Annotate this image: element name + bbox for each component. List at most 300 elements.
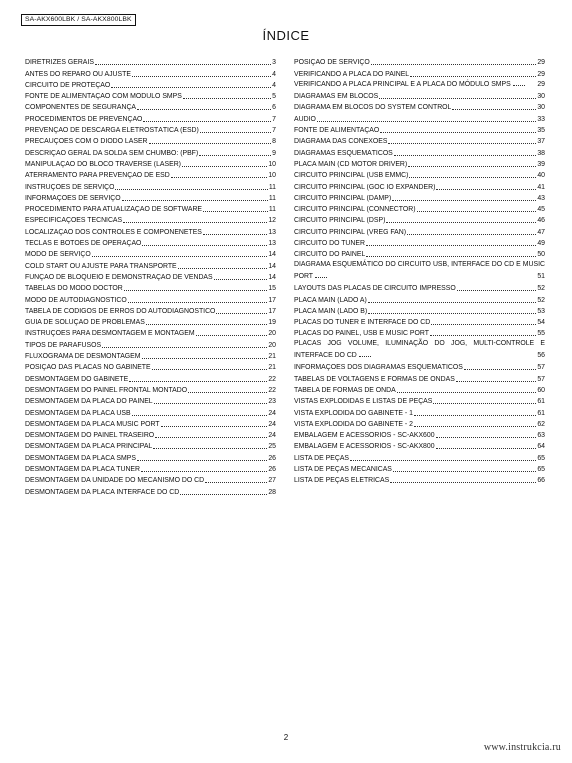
toc-entry-page: 20 (268, 341, 276, 349)
toc-entry-label: TIPOS DE PARAFUSOS (25, 341, 102, 349)
toc-leader-dots (456, 381, 537, 382)
toc-entry-page: 19 (268, 319, 276, 327)
toc-entry-label: CIRCUITO PRINCIPAL (VREG FAN) (294, 228, 407, 236)
toc-entry (294, 316, 545, 327)
toc-entry-page: 10 (268, 160, 276, 168)
toc-leader-dots (196, 335, 268, 336)
toc-leader-dots (430, 335, 536, 336)
toc-entry-label: LISTA DE PEÇAS MECÂNICAS (294, 465, 392, 473)
toc-entry-label: ESPECIFICAÇÕES TÉCNICAS (25, 217, 123, 225)
toc-leader-dots (392, 200, 536, 201)
toc-leader-dots (180, 494, 267, 495)
toc-entry-label: LISTA DE PEÇAS (294, 454, 350, 462)
toc-entry-page: 62 (537, 420, 545, 428)
toc-leader-dots (155, 437, 267, 438)
toc-leader-dots (142, 245, 267, 246)
toc-leader-dots (368, 302, 537, 303)
toc-leader-dots (122, 200, 268, 201)
toc-entry (25, 56, 276, 67)
toc-entry-page: 35 (537, 127, 545, 135)
toc-entry-label: CIRCUITO PRINCIPAL (USB EMMC) (294, 172, 409, 180)
toc-entry-label: PRECAUÇÕES COM O DIODO LASER (25, 138, 148, 146)
toc-entry-label: POSIÇÃO DE SERVIÇO (294, 59, 370, 67)
toc-entry (25, 474, 276, 485)
toc-entry-page: 60 (537, 386, 545, 394)
toc-leader-dots (408, 166, 536, 167)
toc-leader-dots (171, 177, 268, 178)
toc-entry-label: VERIFICANDO A PLACA PRINCIPAL E A PLACA DO MÓDULO SMPS (294, 80, 511, 88)
toc-leader-dots (433, 403, 536, 404)
toc-entry-page: 64 (537, 443, 545, 451)
toc-leader-dots (203, 211, 268, 212)
toc-leader-dots (128, 302, 268, 303)
toc-entry (25, 124, 276, 135)
toc-entry-page: 5 (272, 93, 276, 101)
toc-entry-label: PLACA MAIN (CD MOTOR DRIVER) (294, 160, 408, 168)
toc-leader-dots (146, 324, 267, 325)
toc-leader-dots (137, 109, 271, 110)
toc-entry-label: PLACA MAIN (LADO A) (294, 296, 367, 304)
toc-entry-label: EMBALAGEM E ACESSÓRIOS - SC-AKX800 (294, 443, 435, 451)
toc-entry-page: 52 (537, 285, 545, 293)
toc-entry-page: 43 (537, 194, 545, 202)
toc-entry-label: DESMONTAGEM DO GABINETE (25, 375, 129, 383)
toc-leader-dots (452, 109, 536, 110)
toc-entry (25, 338, 276, 349)
toc-entry-label: DESMONTAGEM DA UNIDADE DO MECANISMO DO CD (25, 477, 205, 485)
toc-entry-page: 57 (537, 375, 545, 383)
toc-entry-page: 14 (268, 262, 276, 270)
toc-entry (294, 112, 545, 123)
toc-entry (294, 406, 545, 417)
toc-entry (25, 203, 276, 214)
toc-entry (294, 67, 545, 78)
toc-entry-page: 22 (268, 375, 276, 383)
toc-entry-page: 25 (268, 443, 276, 451)
toc-entry (25, 101, 276, 112)
toc-entry-label: ANTES DO REPARO OU AJUSTE (25, 70, 131, 78)
toc-entry-page: 46 (537, 217, 545, 225)
toc-entry (25, 451, 276, 462)
toc-entry-page: 50 (537, 251, 545, 259)
toc-entry-label: DIAGRAMA EM BLOCOS DO SYSTEM CONTROL (294, 104, 452, 112)
toc-entry (294, 293, 545, 304)
toc-entry-label: PLACAS DO PAINEL, USB E MUSIC PORT (294, 330, 429, 338)
toc-entry (294, 384, 545, 395)
toc-entry-page: 30 (537, 104, 545, 112)
toc-entry (294, 259, 545, 282)
toc-entry-label: DESMONTAGEM DA PLACA PRINCIPAL (25, 443, 153, 451)
toc-leader-dots (142, 358, 268, 359)
toc-entry (25, 327, 276, 338)
toc-leader-dots (182, 166, 267, 167)
toc-entry-page: 21 (268, 364, 276, 372)
toc-entry-page: 33 (537, 115, 545, 123)
toc-leader-dots (315, 277, 327, 278)
toc-entry-page: 52 (537, 296, 545, 304)
toc-entry-label: LOCALIZAÇÃO DOS CONTROLES E COMPONENETES (25, 228, 202, 236)
toc-leader-dots (436, 189, 536, 190)
toc-entry-label: VERIFICANDO A PLACA DO PAINEL (294, 70, 410, 78)
toc-entry (294, 418, 545, 429)
toc-entry-label: INFORMAÇÕES DOS DIAGRAMAS ESQUEMÁTICOS (294, 364, 463, 372)
toc-entry (25, 180, 276, 191)
toc-entry-label: PLACAS JOG VOLUME, ILUMINAÇÃO DO JOG, MULTI-CONTROLE E INTERFACE DO CD (294, 340, 545, 359)
toc-entry (294, 135, 545, 146)
toc-entry-label: TABELAS DO MODO DOCTOR (25, 285, 123, 293)
watermark: www.instrukcia.ru (483, 742, 561, 753)
toc-entry-label: TECLAS E BOTÕES DE OPERAÇÃO (25, 240, 142, 248)
toc-entry-label: DESMONTAGEM DA PLACA INTERFACE DO CD (25, 488, 180, 496)
toc-entry (25, 418, 276, 429)
toc-leader-dots (123, 222, 267, 223)
toc-entry (25, 214, 276, 225)
toc-entry (294, 395, 545, 406)
toc-entry-page: 37 (537, 138, 545, 146)
toc-leader-dots (200, 132, 271, 133)
toc-entry-label: CIRCUITO DE PROTEÇÃO (25, 81, 111, 89)
toc-leader-dots (111, 87, 271, 88)
toc-entry (25, 112, 276, 123)
toc-entry-label: DESMONTAGEM DA PLACA DO PAINEL (25, 398, 153, 406)
toc-entry-page: 7 (272, 127, 276, 135)
toc-entry-label: DIAGRAMAS ESQUEMÁTICOS (294, 149, 393, 157)
toc-entry-label: COMPONENTES DE SEGURANÇA (25, 104, 137, 112)
toc-entry (25, 146, 276, 157)
toc-entry-label: MODO DE SERVIÇO (25, 251, 91, 259)
toc-entry (25, 485, 276, 496)
toc-entry-label: COLD START OU AJUSTE PARA TRANSPORTE (25, 262, 177, 270)
toc-leader-dots (95, 64, 271, 65)
toc-entry-page: 15 (268, 285, 276, 293)
toc-entry (25, 259, 276, 270)
toc-entry-label: DESCRIÇÃO GERAL DA SOLDA SEM CHUMBO: (PBF) (25, 149, 199, 157)
toc-entry-label: DESMONTAGEM DA PLACA MUSIC PORT (25, 420, 160, 428)
toc-entry (294, 429, 545, 440)
toc-entry-page: 30 (537, 93, 545, 101)
toc-entry-page: 26 (268, 465, 276, 473)
toc-leader-dots (368, 313, 536, 314)
toc-leader-dots (417, 211, 537, 212)
toc-entry (25, 282, 276, 293)
toc-entry (294, 192, 545, 203)
toc-entry-label: GUIA DE SOLUÇÃO DE PROBLEMAS (25, 319, 145, 327)
toc-entry (294, 169, 545, 180)
toc-leader-dots (513, 85, 525, 86)
toc-entry-label: DIAGRAMA ESQUEMÁTICO DO CIRCUITO USB, INTERFACE DO CD E MUSIC PORT (294, 261, 545, 280)
toc-entry (25, 192, 276, 203)
toc-entry-page: 14 (268, 273, 276, 281)
toc-leader-dots (371, 64, 537, 65)
toc-leader-dots (92, 256, 268, 257)
toc-leader-dots (436, 448, 537, 449)
toc-entry-page: 22 (268, 386, 276, 394)
toc-leader-dots (216, 313, 267, 314)
toc-entry (294, 327, 545, 338)
toc-entry-page: 45 (537, 206, 545, 214)
toc-entry-label: CIRCUITO DO TUNER (294, 240, 365, 248)
toc-entry (25, 372, 276, 383)
toc-entry-page: 41 (537, 183, 545, 191)
toc-entry-label: PROCEDIMENTOS DE PREVENÇÃO (25, 115, 143, 123)
toc-entry (294, 101, 545, 112)
toc-entry-page: 53 (537, 307, 545, 315)
toc-entry-label: PROCEDIMENTO PARA ATUALIZAÇÃO DE SOFTWARE (25, 206, 203, 214)
toc-entry-label: FONTE DE ALIMENTAÇÃO COM MÓDULO SMPS (25, 93, 182, 101)
toc-entry-label: CIRCUITO PRINCIPAL (CONNECTOR) (294, 206, 416, 214)
toc-leader-dots (366, 245, 536, 246)
toc-entry-label: VISTAS EXPLODIDAS E LISTAS DE PEÇAS (294, 398, 433, 406)
toc-entry (25, 293, 276, 304)
toc-entry (25, 384, 276, 395)
toc-entry-page: 4 (272, 70, 276, 78)
toc-entry-label: DIAGRAMA DAS CONEXÕES (294, 138, 388, 146)
toc-entry-page: 24 (268, 409, 276, 417)
toc-entry-page: 3 (272, 59, 276, 67)
toc-entry-label: PLACAS DO TUNER E INTERFACE DO CD (294, 319, 431, 327)
toc-left-column (25, 56, 276, 497)
toc-entry-page: 24 (268, 420, 276, 428)
toc-entry (294, 56, 545, 67)
toc-leader-dots (161, 426, 268, 427)
toc-leader-dots (414, 426, 536, 427)
toc-entry-label: CIRCUITO PRINCIPAL (GOC IO EXPANDER) (294, 183, 436, 191)
toc-entry-page: 29 (537, 70, 545, 78)
toc-entry-label: ÁUDIO (294, 115, 316, 123)
toc-entry (294, 203, 545, 214)
toc-entry-page: 11 (268, 194, 276, 202)
toc-entry-page: 54 (537, 319, 545, 327)
toc-entry (25, 361, 276, 372)
toc-leader-dots (115, 189, 267, 190)
toc-entry (294, 124, 545, 135)
toc-entry-page: 65 (537, 454, 545, 462)
toc-entry-page: 26 (268, 454, 276, 462)
toc-entry-label: POSIÇÃO DAS PLACAS NO GABINETE (25, 364, 151, 372)
toc-leader-dots (414, 415, 536, 416)
toc-leader-dots (390, 482, 536, 483)
toc-leader-dots (214, 279, 268, 280)
toc-entry-label: MODO DE AUTODIAGNÓSTICO (25, 296, 127, 304)
toc-leader-dots (132, 415, 268, 416)
toc-entry-label: MANIPULAÇÃO DO BLOCO TRAVERSE (LASER) (25, 160, 181, 168)
toc-leader-dots (366, 256, 536, 257)
toc-entry-label: FUNÇÃO DE BLOQUEIO E DEMONSTRAÇÃO DE VENDAS (25, 273, 213, 281)
toc-entry (294, 463, 545, 474)
toc-leader-dots (199, 155, 271, 156)
toc-entry (294, 146, 545, 157)
toc-entry (294, 440, 545, 451)
toc-entry-label: VISTA EXPLODIDA DO GABINETE - 2 (294, 420, 413, 428)
toc-leader-dots (388, 143, 536, 144)
toc-entry (25, 305, 276, 316)
toc-leader-dots (183, 98, 271, 99)
toc-entry (294, 305, 545, 316)
toc-entry-label: INFORMAÇÕES DE SERVIÇO (25, 194, 121, 202)
toc-entry-page: 63 (537, 432, 545, 440)
toc-entry-page: 29 (537, 59, 545, 67)
toc-entry-label: DESMONTAGEM DO PAINEL TRASEIRO (25, 432, 155, 440)
toc-leader-dots (317, 121, 537, 122)
toc-entry-label: INSTRUÇÕES DE SERVIÇO (25, 183, 115, 191)
toc-entry-page: 23 (268, 398, 276, 406)
toc-leader-dots (203, 234, 267, 235)
toc-entry-page: 6 (272, 104, 276, 112)
toc-leader-dots (379, 98, 536, 99)
toc-entry-label: VISTA EXPLODIDA DO GABINETE - 1 (294, 409, 413, 417)
toc-entry-page: 13 (268, 240, 276, 248)
toc-right-column (294, 56, 545, 485)
toc-entry (25, 169, 276, 180)
toc-entry-page: 61 (537, 409, 545, 417)
toc-entry-label: TABELAS DE VOLTAGENS E FORMAS DE ONDAS (294, 375, 455, 383)
model-number-box: SA-AKX600LBK / SA-AKX800LBK (21, 14, 136, 26)
toc-leader-dots (149, 143, 272, 144)
toc-entry-page: 55 (537, 330, 545, 338)
toc-leader-dots (393, 471, 536, 472)
toc-entry-label: EMBALAGEM E ACESSÓRIOS - SC-AKX600 (294, 432, 435, 440)
toc-entry-label: LISTA DE PEÇAS ELÉTRICAS (294, 477, 390, 485)
toc-entry-label: DIAGRAMAS EM BLOCOS (294, 93, 379, 101)
toc-entry-page: 47 (537, 228, 545, 236)
toc-entry-page: 12 (268, 217, 276, 225)
toc-entry-label: DESMONTAGEM DA PLACA SMPS (25, 454, 136, 462)
toc-entry (25, 248, 276, 259)
toc-entry (25, 90, 276, 101)
toc-leader-dots (152, 369, 268, 370)
toc-entry (25, 406, 276, 417)
toc-entry-page: 17 (268, 296, 276, 304)
toc-entry (294, 451, 545, 462)
toc-entry-label: ATERRAMENTO PARA PREVENÇÃO DE ESD (25, 172, 170, 180)
toc-entry-page: 10 (268, 172, 276, 180)
toc-entry (294, 214, 545, 225)
toc-entry (294, 225, 545, 236)
toc-leader-dots (464, 369, 536, 370)
toc-entry-page: 40 (537, 172, 545, 180)
toc-leader-dots (350, 460, 536, 461)
toc-entry (25, 395, 276, 406)
toc-entry-page: 66 (537, 477, 545, 485)
toc-entry-page: 17 (268, 307, 276, 315)
toc-entry (294, 338, 545, 361)
toc-entry-page: 29 (537, 80, 545, 88)
toc-entry (25, 67, 276, 78)
page-title: ÍNDICE (262, 28, 310, 43)
toc-leader-dots (153, 448, 267, 449)
toc-leader-dots (380, 132, 536, 133)
toc-leader-dots (457, 290, 537, 291)
toc-entry-page: 11 (268, 183, 276, 191)
toc-entry (25, 429, 276, 440)
toc-entry-page: 28 (268, 488, 276, 496)
toc-leader-dots (409, 177, 536, 178)
toc-entry-page: 38 (537, 149, 545, 157)
toc-leader-dots (410, 76, 536, 77)
toc-entry (25, 79, 276, 90)
toc-leader-dots (129, 381, 267, 382)
toc-leader-dots (124, 290, 268, 291)
toc-leader-dots (431, 324, 536, 325)
toc-entry (294, 237, 545, 248)
toc-entry-page: 65 (537, 465, 545, 473)
toc-entry-label: DESMONTAGEM DO PAINEL FRONTAL MONTADO (25, 386, 188, 394)
toc-entry-page: 11 (268, 206, 276, 214)
toc-entry (25, 237, 276, 248)
toc-entry (25, 440, 276, 451)
toc-entry-page: 27 (268, 477, 276, 485)
toc-entry (25, 271, 276, 282)
toc-entry-page: 4 (272, 81, 276, 89)
toc-entry-page: 61 (537, 398, 545, 406)
toc-leader-dots (436, 437, 537, 438)
toc-leader-dots (386, 222, 536, 223)
toc-entry-label: CIRCUITO DO PAINEL (294, 251, 366, 259)
toc-entry-label: TABELA DE CÓDIGOS DE ERROS DO AUTODIAGNÓSTICO (25, 307, 216, 315)
toc-entry-page: 56 (537, 351, 545, 359)
toc-entry (294, 79, 545, 90)
toc-entry (294, 180, 545, 191)
toc-leader-dots (407, 234, 536, 235)
toc-leader-dots (137, 460, 267, 461)
toc-leader-dots (394, 155, 537, 156)
page-number: 2 (283, 733, 289, 742)
toc-entry-page: 7 (272, 115, 276, 123)
toc-entry (294, 248, 545, 259)
toc-entry-page: 20 (268, 330, 276, 338)
toc-entry (25, 158, 276, 169)
toc-entry-label: DIRETRIZES GERAIS (25, 59, 94, 67)
toc-entry (294, 282, 545, 293)
toc-leader-dots (154, 403, 268, 404)
toc-entry-label: CIRCUITO PRINCIPAL (DAMP) (294, 194, 392, 202)
toc-leader-dots (132, 76, 271, 77)
toc-entry (294, 158, 545, 169)
toc-leader-dots (143, 121, 271, 122)
toc-entry-label: DESMONTAGEM DA PLACA TUNER (25, 465, 140, 473)
toc-leader-dots (141, 471, 267, 472)
toc-entry (25, 135, 276, 146)
toc-entry-label: FONTE DE ALIMENTAÇÃO (294, 127, 380, 135)
toc-entry-page: 13 (268, 228, 276, 236)
toc-entry-label: PREVENÇÃO DE DESCARGA ELETROSTÁTICA (ESD) (25, 127, 199, 135)
toc-entry (294, 372, 545, 383)
toc-leader-dots (102, 347, 267, 348)
toc-leader-dots (188, 392, 267, 393)
toc-entry-label: FLUXOGRAMA DE DESMONTAGEM (25, 353, 141, 361)
toc-entry-label: CIRCUITO PRINCIPAL (DSP) (294, 217, 386, 225)
toc-entry-page: 8 (272, 138, 276, 146)
toc-entry-label: INSTRUÇÕES PARA DESMONTAGEM E MONTAGEM (25, 330, 195, 338)
toc-entry-page: 51 (537, 272, 545, 280)
toc-leader-dots (397, 392, 537, 393)
toc-entry-page: 21 (268, 353, 276, 361)
toc-entry-label: PLACA MAIN (LADO B) (294, 307, 368, 315)
toc-entry (25, 463, 276, 474)
toc-entry (294, 474, 545, 485)
toc-entry-page: 24 (268, 432, 276, 440)
toc-entry-page: 49 (537, 240, 545, 248)
toc-entry (294, 361, 545, 372)
toc-entry (25, 225, 276, 236)
toc-entry-label: LAYOUTS DAS PLACAS DE CIRCUITO IMPRESSO (294, 285, 456, 293)
toc-leader-dots (178, 268, 268, 269)
toc-entry-page: 9 (272, 149, 276, 157)
toc-entry-label: TABELA DE FORMAS DE ONDA (294, 386, 396, 394)
toc-leader-dots (359, 356, 371, 357)
toc-entry (25, 316, 276, 327)
toc-entry (25, 350, 276, 361)
